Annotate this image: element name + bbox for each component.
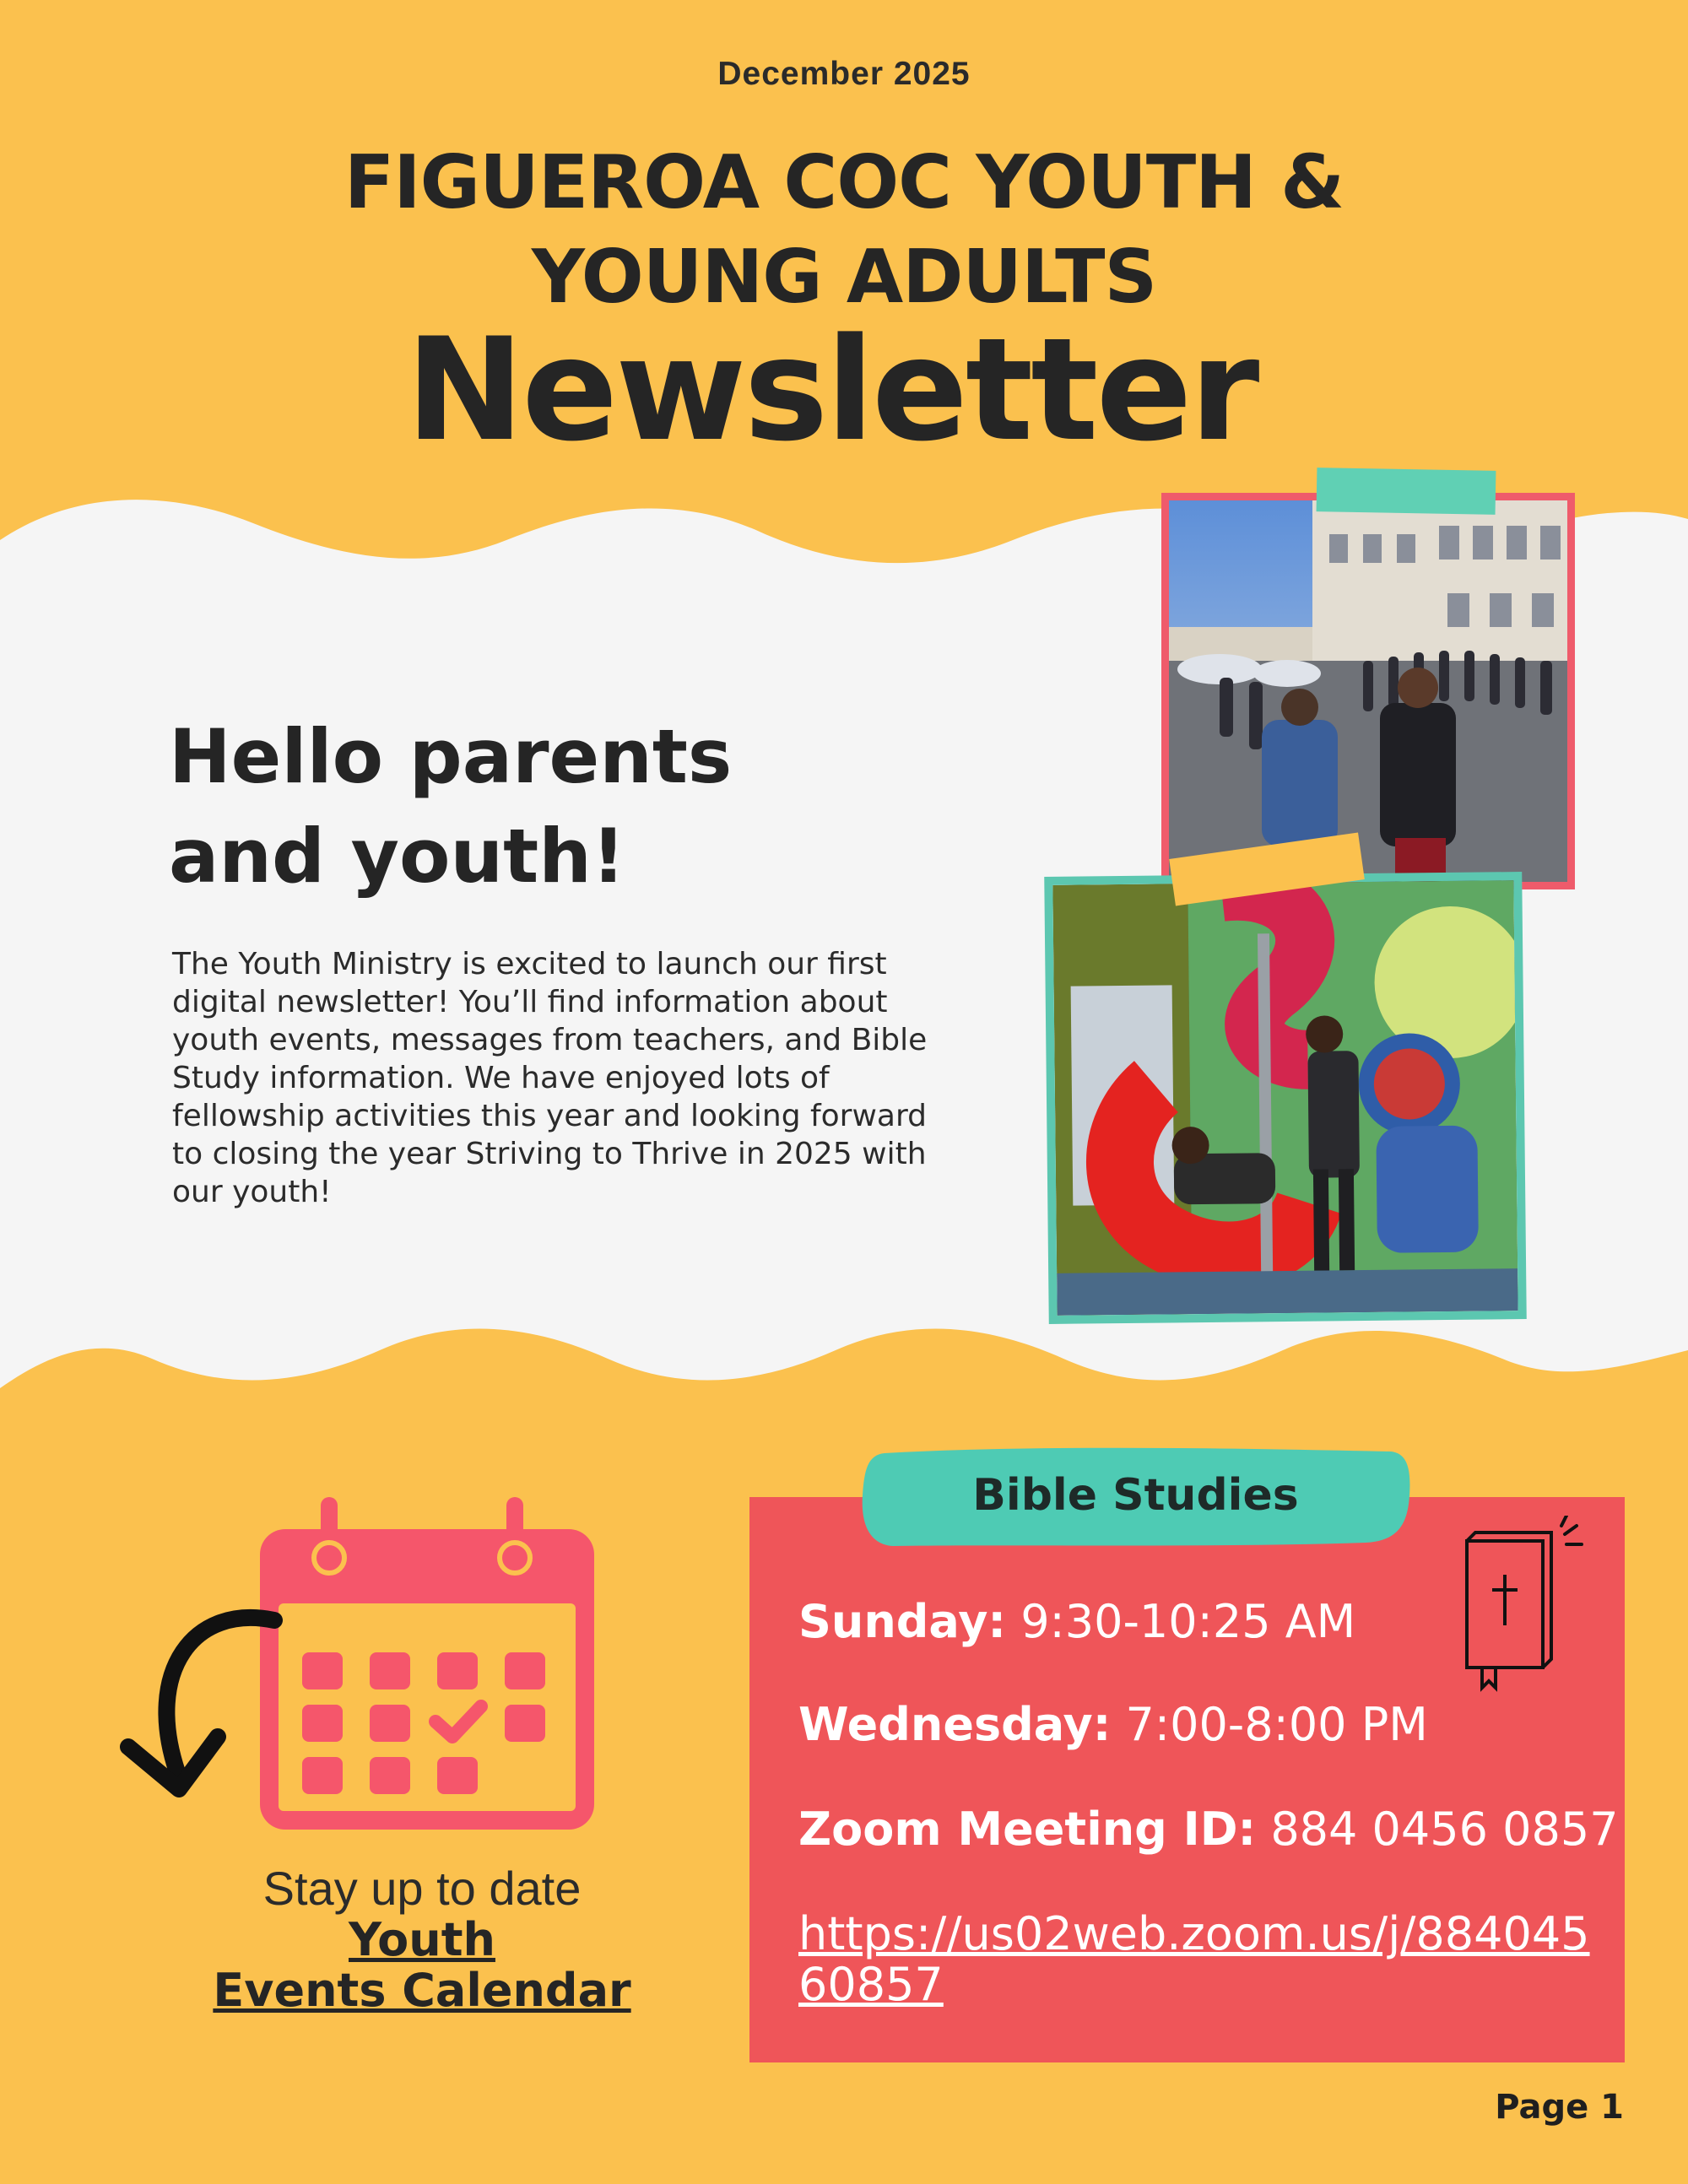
newsletter-heading: [0, 135, 1688, 324]
heading-line-1: FIGUEROA COC YOUTH &: [344, 139, 1344, 225]
bible-icon: [1458, 1516, 1585, 1696]
wednesday-time: 7:00-8:00 PM: [1125, 1698, 1428, 1751]
stay-up-to-date-text: Stay up to date: [262, 1862, 582, 1915]
bible-studies-title: Bible Studies: [972, 1470, 1299, 1521]
group-photo: [1161, 493, 1575, 889]
intro-paragraph: The Youth Ministry is excited to launch our first digital newsletter! You’ll find information about youth events, messages from teachers, and Bible Study information. We have enjoyed lots of fellowship activities this year and looking forward to closing the year Striving to Thrive in 2025 with our youth!: [172, 947, 928, 1209]
zoom-label: Zoom Meeting ID:: [798, 1803, 1257, 1856]
greeting-line-2: and youth!: [169, 813, 625, 900]
heading-line-2: YOUNG ADULTS: [531, 234, 1157, 320]
zoom-meeting-id: [798, 1803, 1619, 1856]
page-number: Page 1: [1495, 2088, 1624, 2127]
issue-date: December 2025: [717, 56, 971, 92]
wednesday-label: Wednesday:: [798, 1698, 1112, 1751]
calendar-cta: [186, 1863, 658, 2015]
zoom-id: 884 0456 0857: [1270, 1803, 1619, 1856]
youth-events-calendar-link-line-1[interactable]: Youth: [349, 1913, 495, 1966]
newsletter-title: Newsletter: [405, 307, 1258, 473]
sunday-label: Sunday:: [798, 1595, 1007, 1648]
youth-events-calendar-link-line-2[interactable]: Events Calendar: [213, 1964, 631, 2017]
kids-slide-photo: [1044, 872, 1527, 1324]
teal-tape-decoration: [1317, 468, 1496, 515]
curved-arrow-icon: [118, 1603, 287, 1823]
sunday-schedule: [798, 1595, 1355, 1648]
calendar-icon: [253, 1495, 599, 1841]
wednesday-schedule: [798, 1698, 1428, 1751]
greeting-line-1: Hello parents: [169, 713, 733, 800]
sunday-time: 9:30-10:25 AM: [1020, 1595, 1356, 1648]
greeting-heading: [169, 707, 732, 906]
zoom-meeting-link[interactable]: https://us02web.zoom.us/j/88404560857: [798, 1907, 1590, 2011]
